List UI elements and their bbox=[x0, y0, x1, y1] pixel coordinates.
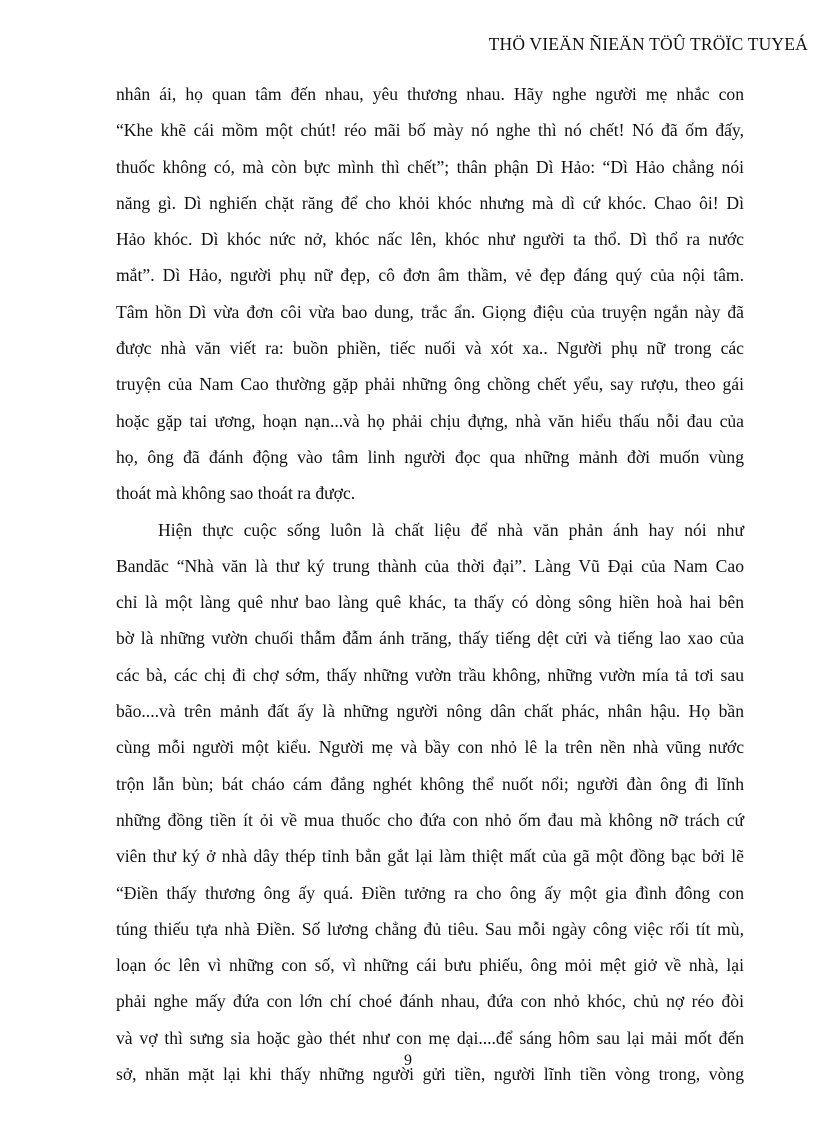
paragraph bbox=[116, 76, 744, 512]
text-line: thoát mà không sao thoát ra được. bbox=[116, 483, 356, 504]
running-header: THÖ VIEÄN ÑIEÄN TÖÛ TRÖÏC TUYEÁ bbox=[488, 34, 808, 54]
text-line: nhân ái, họ quan tâm đến nhau, yêu thương nhau. Hãy nghe người mẹ nhắc con bbox=[116, 84, 744, 104]
text-line: Hiện thực cuộc sống luôn là chất liệu để nhà văn phản ánh hay nói như bbox=[158, 519, 744, 540]
text-line: và vợ thì sưng sỉa hoặc gào thét như con mẹ dại....để sáng hôm sau lại mải mốt đến bbox=[116, 1027, 744, 1048]
text-line: chỉ là một làng quê như bao làng quê khác, ta thấy có dòng sông hiền hoà hai bên bbox=[116, 592, 744, 613]
page-number: 9 bbox=[404, 1052, 412, 1069]
text-line: Bandăc “Nhà văn là thư ký trung thành của thời đại”. Làng Vũ Đại của Nam Cao bbox=[116, 555, 744, 576]
text-line: túng thiếu tựa nhà Điền. Số lương chẳng đủ tiêu. Sau mỗi ngày công việc rối tít mù, bbox=[116, 918, 744, 939]
text-line: được nhà văn viết ra: buồn phiền, tiếc nuối và xót xa.. Người phụ nữ trong các bbox=[116, 338, 744, 359]
text-line: Tâm hồn Dì vừa đơn côi vừa bao dung, trắc ẩn. Giọng điệu của truyện ngắn này đã bbox=[116, 301, 744, 322]
text-line: mắt”. Dì Hảo, người phụ nữ đẹp, cô đơn âm thầm, vẻ đẹp đáng quý của nội tâm. bbox=[116, 265, 744, 286]
text-line: các bà, các chị đi chợ sớm, thấy những vườn trầu không, những vườn mía tả tơi sau bbox=[116, 664, 744, 685]
text-line: Hảo khóc. Dì khóc nức nở, khóc nấc lên, khóc như người ta thổ. Dì thổ ra nước bbox=[116, 229, 744, 250]
text-line: phải nghe mấy đứa con lớn chí choé đánh nhau, đứa con nhỏ khóc, chủ nợ réo đòi bbox=[116, 991, 744, 1012]
text-line: bão....và trên mảnh đất ấy là những người nông dân chất phác, nhân hậu. Họ bần bbox=[116, 701, 744, 722]
paragraph bbox=[116, 512, 744, 1093]
text-line: họ, ông đã đánh động vào tâm linh người đọc qua những mảnh đời muốn vùng bbox=[116, 446, 744, 467]
text-line: bờ là những vườn chuối thẫm đẫm ánh trăng, thấy tiếng dệt cửi và tiếng lao xao của bbox=[116, 628, 744, 649]
text-line: năng gì. Dì nghiến chặt răng để cho khỏi khóc nhưng mà dì cứ khóc. Chao ôi! Dì bbox=[116, 192, 744, 213]
text-line: trộn lẫn bùn; bát cháo cám đắng nghét không thể nuốt nổi; người đàn ông đi lĩnh bbox=[116, 773, 744, 794]
text-line: cùng mỗi người một kiểu. Người mẹ và bầy con nhỏ lê la trên nền nhà vũng nước bbox=[116, 737, 744, 758]
text-line: “Điền thấy thương ông ấy quá. Điền tưởng ra cho ông ấy một gia đình đông con bbox=[116, 882, 744, 903]
text-line: loạn óc lên vì những con số, vì những cái bưu phiếu, ông mỏi mệt giở về nhà, lại bbox=[116, 955, 744, 976]
text-line: hoặc gặp tai ương, hoạn nạn...và họ phải chịu đựng, nhà văn hiểu thấu nỗi đau của bbox=[116, 410, 744, 431]
text-line: viên thư ký ở nhà dây thép tỉnh bẳn gắt lại làm thiệt mất của gã một đồng bạc bởi lẽ bbox=[116, 846, 744, 867]
text-line: truyện của Nam Cao thường gặp phải những ông chồng chết yểu, say rượu, theo gái bbox=[116, 374, 744, 395]
text-line: thuốc không có, mà còn bực mình thì chết”; thân phận Dì Hảo: “Dì Hảo chẳng nói bbox=[116, 156, 744, 177]
text-line: sở, nhăn mặt lại khi thấy những người gửi tiền, người lĩnh tiền vòng trong, vòng bbox=[116, 1064, 744, 1085]
text-line: “Khe khẽ cái mồm một chút! réo mãi bố mày nó nghe thì nó chết! Nó đã ốm đấy, bbox=[116, 120, 744, 141]
text-line: những đồng tiền ít ỏi về mua thuốc cho đứa con nhỏ ốm đau mà không nỡ trách cứ bbox=[116, 809, 744, 830]
body-text bbox=[116, 76, 744, 1092]
